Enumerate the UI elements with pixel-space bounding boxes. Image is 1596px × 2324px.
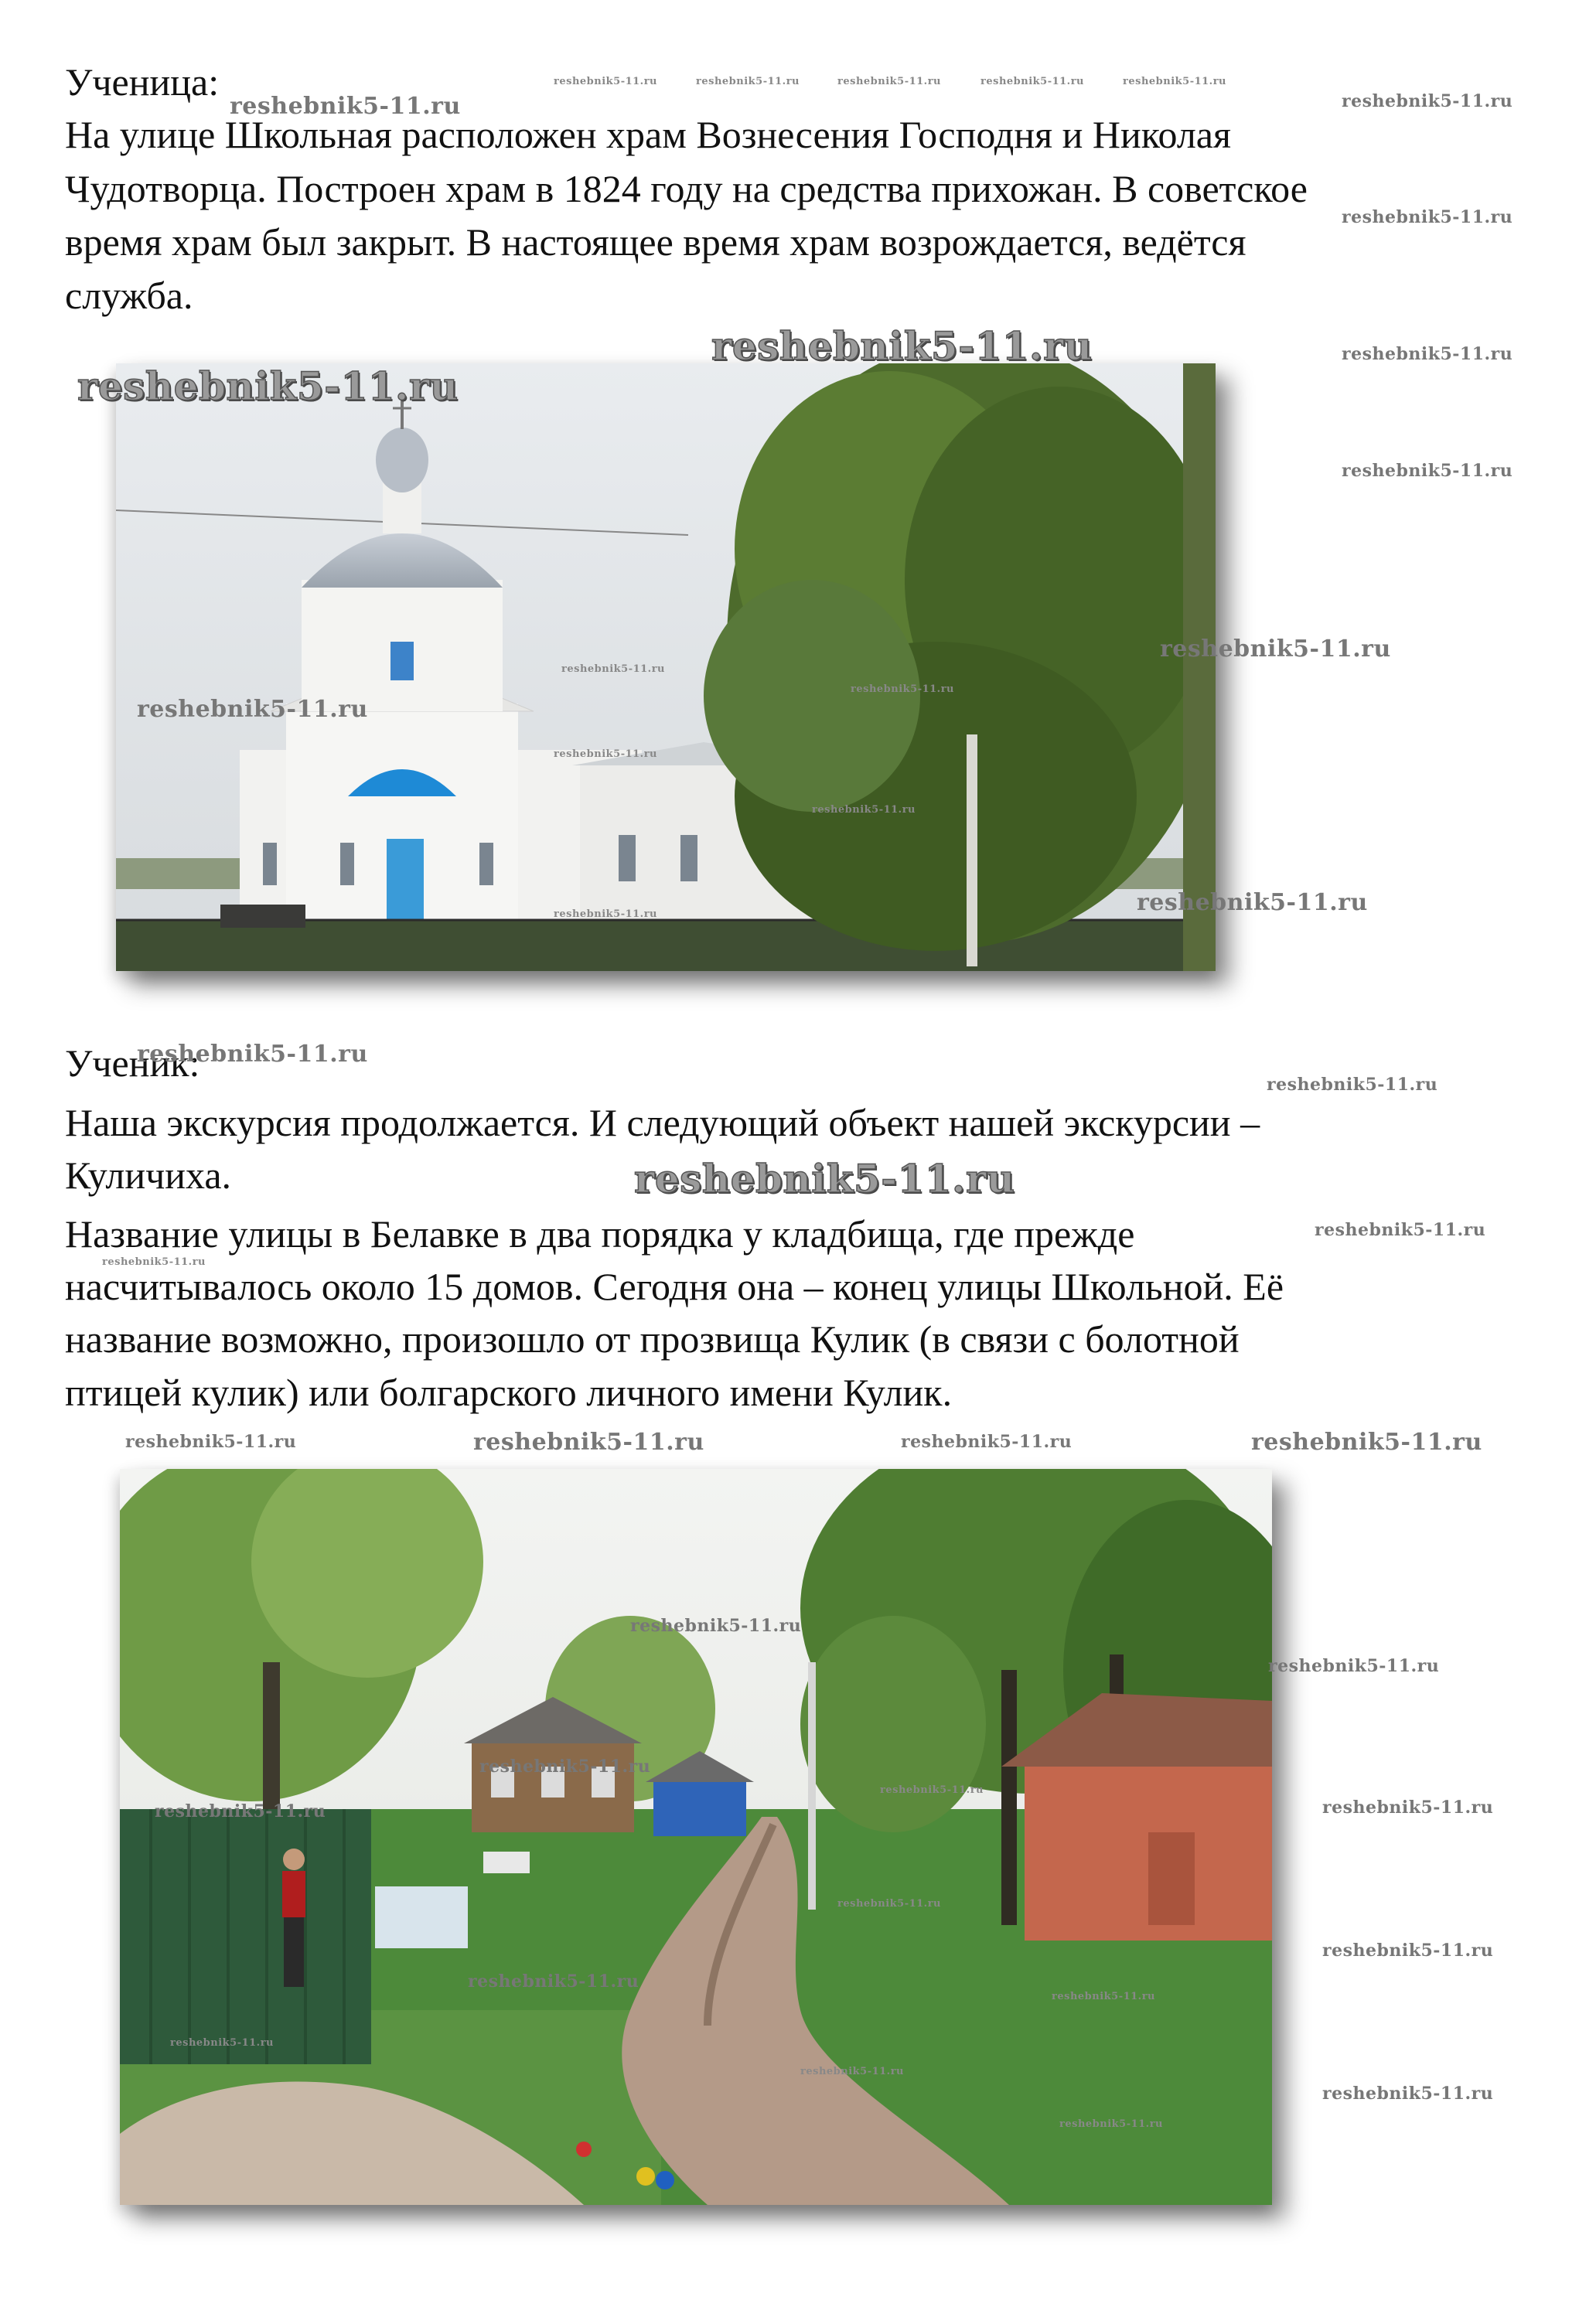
watermark: reshebnik5-11.ru — [554, 748, 658, 760]
paragraph-line: название возможно, произошло от прозвища Кулик (в связи с болотной — [65, 1317, 1240, 1361]
village-street-photo — [120, 1469, 1272, 2205]
watermark: reshebnik5-11.ru — [561, 663, 666, 675]
watermark: reshebnik5-11.ru — [479, 1757, 651, 1777]
watermark: reshebnik5-11.ru — [1322, 1941, 1494, 1961]
watermark: reshebnik5-11.ru — [1052, 1991, 1156, 2002]
watermark: reshebnik5-11.ru — [1322, 1798, 1494, 1818]
paragraph-line: время храм был закрыт. В настоящее время храм возрождается, ведётся — [65, 220, 1246, 264]
watermark: reshebnik5-11.ru — [125, 1432, 297, 1452]
watermark: reshebnik5-11.ru — [1268, 1656, 1440, 1676]
watermark: reshebnik5-11.ru — [554, 908, 658, 920]
watermark: reshebnik5-11.ru — [630, 1616, 802, 1636]
watermark: reshebnik5-11.ru — [1123, 76, 1227, 87]
watermark: reshebnik5-11.ru — [230, 93, 461, 120]
watermark: reshebnik5-11.ru — [1342, 461, 1513, 481]
church-photo — [116, 363, 1216, 971]
watermark: reshebnik5-11.ru — [812, 804, 916, 816]
speaker-label-student-girl: Ученица: — [65, 60, 220, 104]
watermark: reshebnik5-11.ru — [696, 76, 800, 87]
watermark: reshebnik5-11.ru — [102, 1256, 206, 1268]
watermark: reshebnik5-11.ru — [634, 1156, 1015, 1201]
watermark: reshebnik5-11.ru — [1160, 636, 1391, 663]
paragraph-line: На улице Школьная расположен храм Вознесения Господня и Николая — [65, 113, 1231, 156]
watermark: reshebnik5-11.ru — [1322, 2084, 1494, 2104]
watermark: reshebnik5-11.ru — [800, 2066, 905, 2077]
paragraph-line: служба. — [65, 274, 193, 317]
paragraph-line: Куличиха. — [65, 1153, 232, 1197]
watermark: reshebnik5-11.ru — [837, 1898, 942, 1910]
watermark: reshebnik5-11.ru — [468, 1971, 639, 1992]
watermark: reshebnik5-11.ru — [1059, 2118, 1164, 2130]
watermark: reshebnik5-11.ru — [1137, 889, 1368, 916]
watermark: reshebnik5-11.ru — [137, 696, 368, 723]
watermark: reshebnik5-11.ru — [980, 76, 1085, 87]
watermark: reshebnik5-11.ru — [1342, 344, 1513, 364]
paragraph-line: птицей кулик) или болгарского личного имени Кулик. — [65, 1371, 953, 1414]
watermark: reshebnik5-11.ru — [1251, 1429, 1482, 1456]
watermark: reshebnik5-11.ru — [837, 76, 942, 87]
paragraph-line: Чудотворца. Построен храм в 1824 году на средства прихожан. В советское — [65, 167, 1308, 210]
watermark: reshebnik5-11.ru — [901, 1432, 1073, 1452]
watermark: reshebnik5-11.ru — [1267, 1075, 1438, 1095]
watermark: reshebnik5-11.ru — [711, 323, 1093, 369]
paragraph-line: Наша экскурсия продолжается. И следующий объект нашей экскурсии – — [65, 1101, 1260, 1144]
watermark: reshebnik5-11.ru — [1342, 91, 1513, 111]
watermark: reshebnik5-11.ru — [170, 2037, 275, 2049]
watermark: reshebnik5-11.ru — [851, 683, 955, 695]
watermark: reshebnik5-11.ru — [155, 1801, 326, 1821]
watermark: reshebnik5-11.ru — [473, 1429, 704, 1456]
watermark: reshebnik5-11.ru — [554, 76, 658, 87]
watermark: reshebnik5-11.ru — [137, 1041, 368, 1068]
paragraph-line: насчитывалось около 15 домов. Сегодня она – конец улицы Школьной. Её — [65, 1265, 1284, 1308]
paragraph-line: Название улицы в Белавке в два порядка у кладбища, где прежде — [65, 1212, 1135, 1256]
watermark: reshebnik5-11.ru — [77, 363, 459, 409]
watermark: reshebnik5-11.ru — [1342, 207, 1513, 227]
speaker-label-student-boy: Ученик: — [65, 1041, 200, 1085]
watermark: reshebnik5-11.ru — [880, 1784, 984, 1796]
watermark: reshebnik5-11.ru — [1315, 1220, 1486, 1240]
